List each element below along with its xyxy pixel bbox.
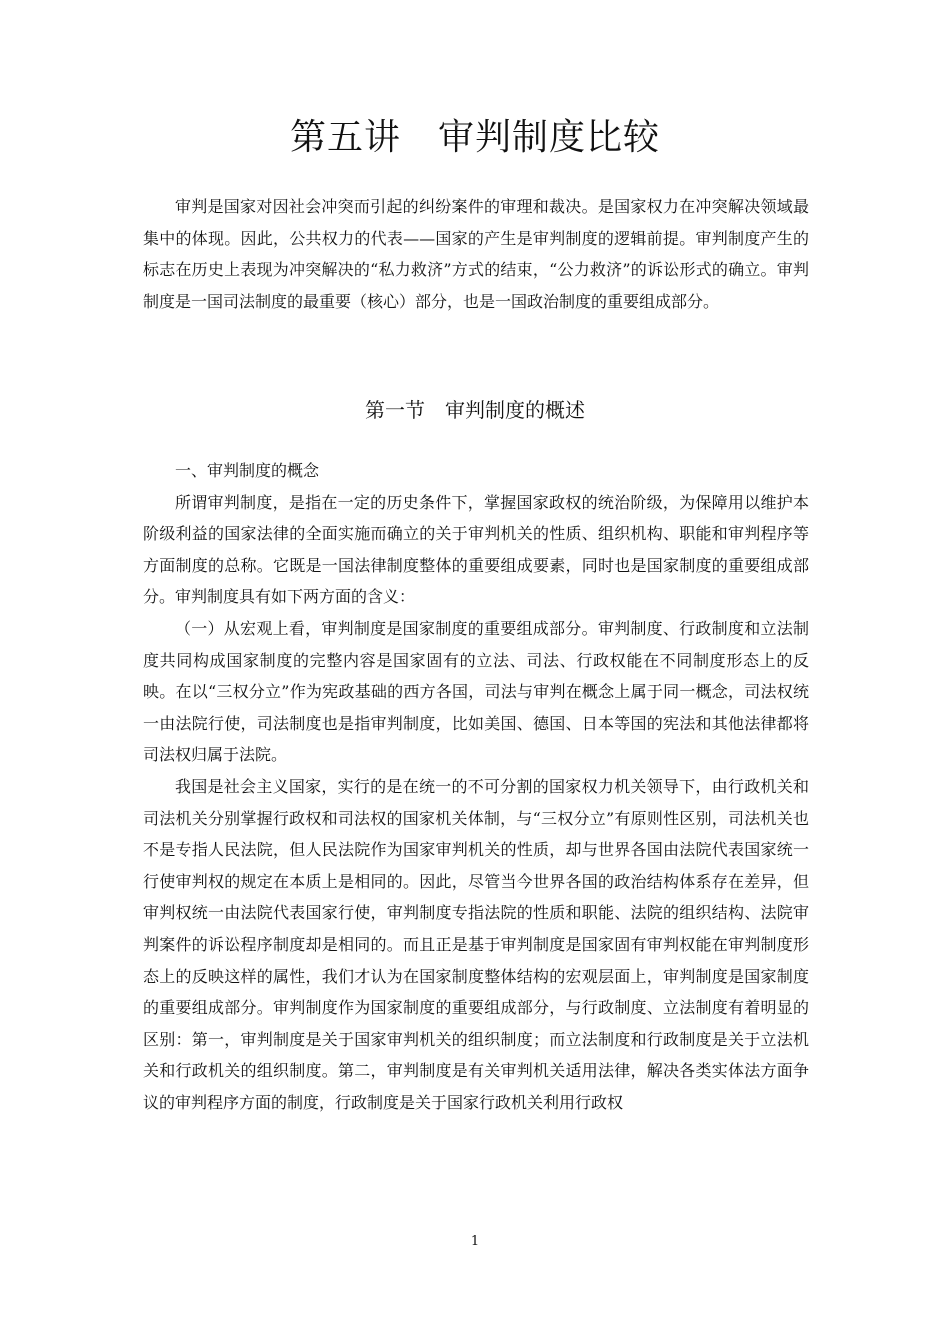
page-title: 第五讲 审判制度比较 [289,117,660,158]
subheading: 一、审判制度的概念 [175,461,320,480]
intro-paragraph: 审判是国家对因社会冲突而引起的纠纷案件的审理和裁决。是国家权力在冲突解决领域最集中的体现。因此，公共权力的代表——国家的产生是审判制度的逻辑前提。审判制度产生的标志在历史上表现为冲突解决的“私力救济”方式的结束，“公力救济”的诉讼形式的确立。审判制度是一国司法制度的最重要（核心）部分，也是一国政治制度的重要组成部分。 [143,197,809,311]
intro-section [143,191,809,317]
body-paragraph: （一）从宏观上看，审判制度是国家制度的重要组成部分。审判制度、行政制度和立法制度共同构成国家制度的完整内容是国家固有的立法、司法、行政权能在不同制度形态上的反映。在以“三权分立”作为宪政基础的西方各国，司法与审判在概念上属于同一概念，司法权统一由法院行使，司法制度也是指审判制度，比如美国、德国、日本等国的宪法和其他法律都将司法权归属于法院。 [143,618,809,765]
section-title: 第一节 审判制度的概述 [365,398,585,422]
body-paragraph: 我国是社会主义国家，实行的是在统一的不可分割的国家权力机关领导下，由行政机关和司法机关分别掌握行政权和司法权的国家机关体制，与“三权分立”有原则性区别，司法机关也不是专指人民法院，但人民法院作为国家审判机关的性质，却与世界各国由法院代表国家统一行使审判权的规定在本质上是相同的。因此，尽管当今世界各国的政治结构体系存在差异，但审判权统一由法院代表国家行使，审判制度专指法院的性质和职能、法院的组织结构、法院审判案件的诉讼程序制度却是相同的。而且正是基于审判制度是国家固有审判权能在审判制度形态上的反映这样的属性，我们才认为在国家制度整体结构的宏观层面上，审判制度是国家制度的重要组成部分。审判制度作为国家制度的重要组成部分，与行政制度、立法制度有着明显的区别：第一，审判制度是关于国家审判机关的组织制度；而立法制度和行政制度是关于立法机关和行政机关的组织制度。第二，审判制度是有关审判机关适用法律，解决各类实体法方面争议的审判程序方面的制度，行政制度是关于国家行政机关利用行政权 [143,776,809,1112]
main-section [143,455,809,1118]
page-number: 1 [470,1234,480,1249]
body-paragraph: 所谓审判制度，是指在一定的历史条件下，掌握国家政权的统治阶级，为保障用以维护本阶级利益的国家法律的全面实施而确立的关于审判机关的性质、组织机构、职能和审判程序等方面制度的总称。它既是一国法律制度整体的重要组成要素，同时也是国家制度的重要组成部分。审判制度具有如下两方面的含义： [143,492,809,607]
